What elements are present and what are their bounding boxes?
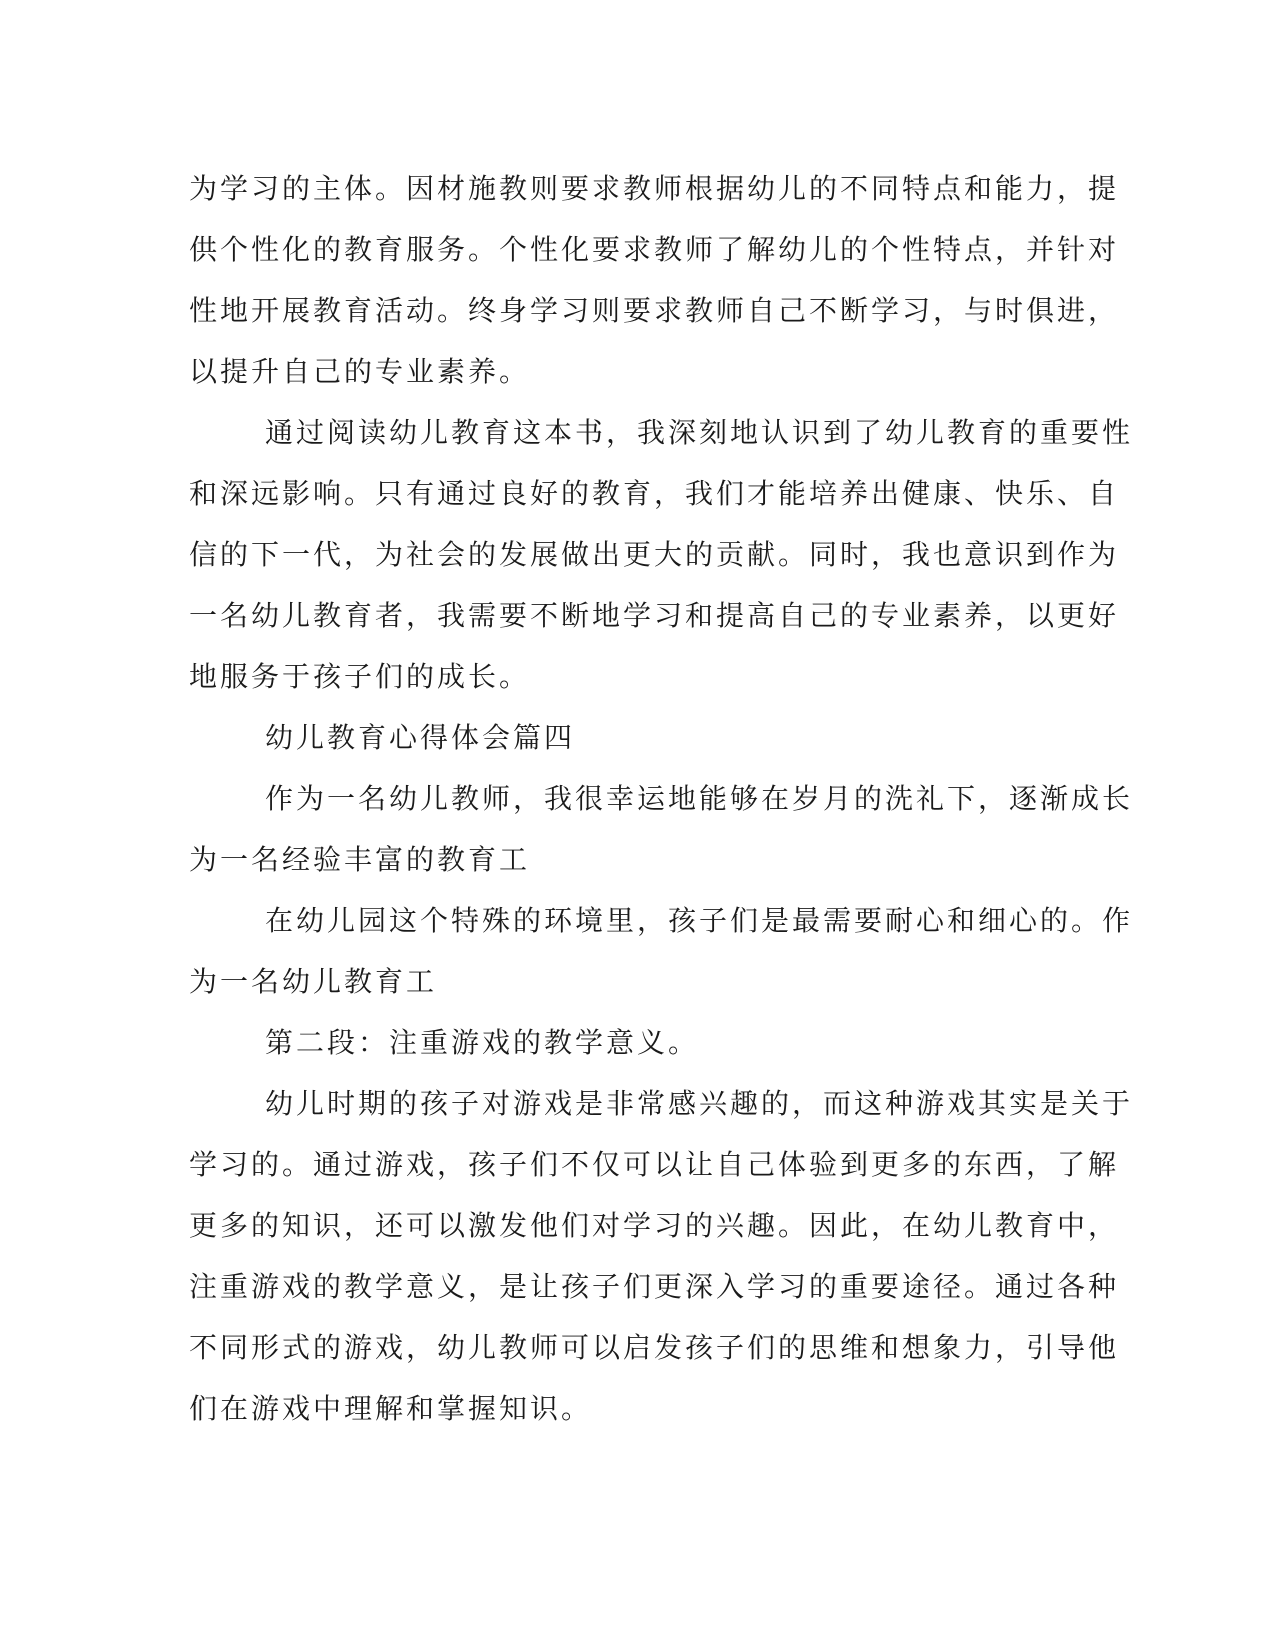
body-text [189,158,1134,1439]
text-line: 为一名幼儿教育工 [189,965,438,998]
text-line: 信的下一代，为社会的发展做出更大的贡献。同时，我也意识到作为 [189,538,1120,571]
text-line: 为学习的主体。因材施教则要求教师根据幼儿的不同特点和能力，提 [189,172,1120,205]
text-line: 供个性化的教育服务。个性化要求教师了解幼儿的个性特点，并针对 [189,233,1120,266]
text-line: 作为一名幼儿教师，我很幸运地能够在岁月的洗礼下，逐渐成长 [265,782,1134,815]
text-line: 们在游戏中理解和掌握知识。 [189,1392,593,1425]
text-line: 为一名经验丰富的教育工 [189,843,531,876]
text-line: 性地开展教育活动。终身学习则要求教师自己不断学习，与时俱进， [189,294,1120,327]
text-line: 和深远影响。只有通过良好的教育，我们才能培养出健康、快乐、自 [189,477,1120,510]
text-line: 以提升自己的专业素养。 [189,355,531,388]
text-line: 一名幼儿教育者，我需要不断地学习和提高自己的专业素养，以更好 [189,599,1120,632]
text-line: 更多的知识，还可以激发他们对学习的兴趣。因此，在幼儿教育中， [189,1209,1120,1242]
text-line: 注重游戏的教学意义，是让孩子们更深入学习的重要途径。通过各种 [189,1270,1120,1303]
text-line: 幼儿时期的孩子对游戏是非常感兴趣的，而这种游戏其实是关于 [265,1087,1134,1120]
text-line: 通过阅读幼儿教育这本书，我深刻地认识到了幼儿教育的重要性 [265,416,1134,449]
text-line: 学习的。通过游戏，孩子们不仅可以让自己体验到更多的东西，了解 [189,1148,1120,1181]
section-heading: 幼儿教育心得体会篇四 [265,721,576,754]
text-line: 不同形式的游戏，幼儿教师可以启发孩子们的思维和想象力，引导他 [189,1331,1120,1364]
text-line: 在幼儿园这个特殊的环境里，孩子们是最需要耐心和细心的。作 [265,904,1134,937]
text-line: 地服务于孩子们的成长。 [189,660,531,693]
paragraph-heading: 第二段：注重游戏的教学意义。 [265,1026,700,1059]
